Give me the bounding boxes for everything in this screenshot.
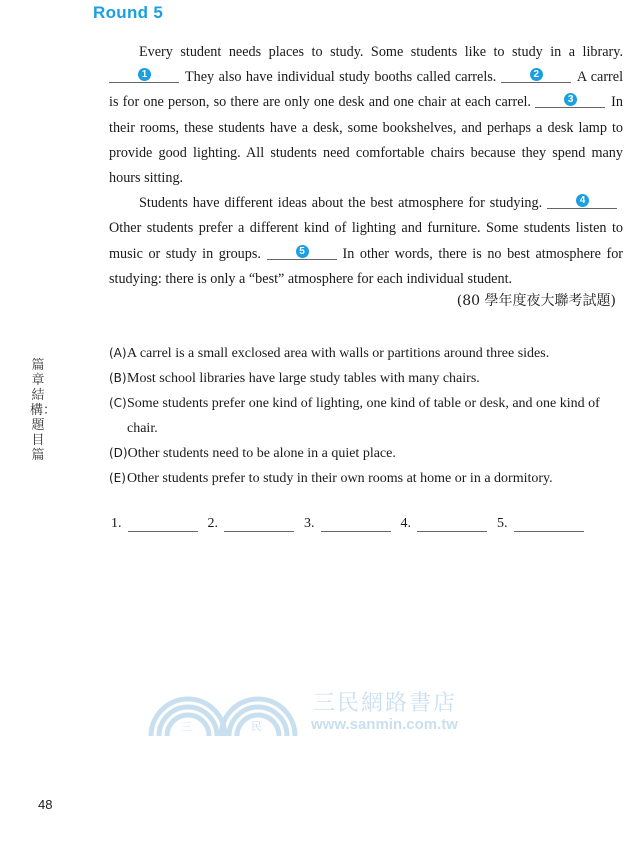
blank-3[interactable] xyxy=(535,93,605,108)
blank-number-1: 1 xyxy=(138,68,151,81)
answer-line[interactable] xyxy=(417,517,487,532)
page-number: 48 xyxy=(38,797,53,812)
option-letter: (A) xyxy=(109,346,127,360)
watermark-mark-left: 三 xyxy=(181,720,192,733)
answer-slot-1[interactable]: 1. xyxy=(111,516,198,532)
option-letter: (B) xyxy=(109,371,127,385)
option-a[interactable] xyxy=(109,341,625,366)
paragraph-2: Students have different ideas about the best atmosphere for studying. 4 Other students prefer a different kind of lighting and furniture. Some students listen to music or study in groups. 5 In other words, there is no best atmosphere for studying: there is only a “best” atmosphere for each individual student. xyxy=(109,195,624,287)
option-text: Other students prefer to study in their own rooms at home or in a dormitory. xyxy=(127,471,553,486)
blank-number-4: 4 xyxy=(576,194,589,207)
rainbow-arch-icon xyxy=(143,682,303,738)
blank-number-3: 3 xyxy=(564,93,577,106)
option-letter: (D) xyxy=(109,446,128,460)
option-text: Most school libraries have large study tables with many chairs. xyxy=(127,371,480,386)
side-section-label: 篇章結構：題目篇 xyxy=(30,358,57,463)
option-letter: (C) xyxy=(109,396,127,410)
blank-4[interactable] xyxy=(547,194,617,209)
watermark-url: www.sanmin.com.tw xyxy=(311,716,458,733)
option-text: Other students need to be alone in a quiet place. xyxy=(127,446,396,461)
options-list xyxy=(109,341,625,491)
round-title: Round 5 xyxy=(93,3,164,22)
blank-5[interactable] xyxy=(267,245,337,260)
option-letter: (E) xyxy=(109,471,126,485)
watermark-logo xyxy=(143,682,488,738)
option-e[interactable] xyxy=(109,466,625,491)
paragraph-1: Every student needs places to study. Some students like to study in a library. 1 They also have individual study booths called carrels. 2 A carrel is for one person, so there are only one desk and one chair at each carrel. 3 In their rooms, these students have a desk, some bookshelves, and perhaps a desk lamp to provide good lighting. All students need comfortable chairs because they spend many hours sitting. xyxy=(109,44,624,187)
answer-line[interactable] xyxy=(128,517,198,532)
option-c[interactable] xyxy=(109,391,625,441)
answer-line[interactable] xyxy=(224,517,294,532)
passage xyxy=(109,40,623,292)
blank-1[interactable] xyxy=(109,68,179,83)
watermark-name: 三民網路書店 xyxy=(313,691,458,716)
answer-row xyxy=(111,516,584,532)
answer-line[interactable] xyxy=(514,517,584,532)
blank-number-2: 2 xyxy=(530,68,543,81)
option-b[interactable] xyxy=(109,366,625,391)
answer-slot-2[interactable]: 2. xyxy=(208,516,295,532)
answer-slot-3[interactable]: 3. xyxy=(304,516,391,532)
blank-2[interactable] xyxy=(501,68,571,83)
answer-slot-4[interactable]: 4. xyxy=(401,516,488,532)
answer-line[interactable] xyxy=(321,517,391,532)
watermark-mark-right: 民 xyxy=(251,720,262,733)
option-text: A carrel is a small exclosed area with walls or partitions around three sides. xyxy=(127,346,550,361)
answer-slot-5[interactable]: 5. xyxy=(497,516,584,532)
source-citation: (80 學年度夜大聯考試題) xyxy=(456,293,616,309)
option-text: Some students prefer one kind of lighting, one kind of table or desk, and one kind of chair. xyxy=(127,396,600,436)
blank-number-5: 5 xyxy=(296,245,309,258)
option-d[interactable] xyxy=(109,441,625,466)
